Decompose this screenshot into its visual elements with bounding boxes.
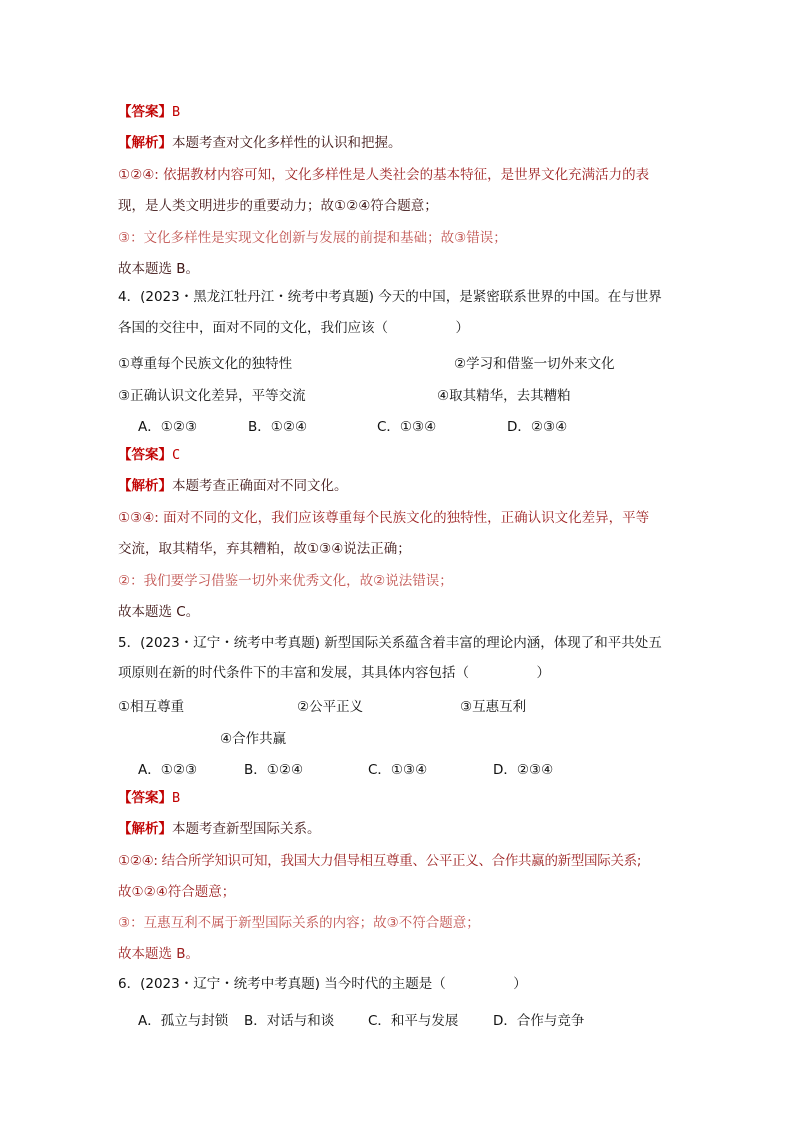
- q4-item-2: ②学习和借鉴一切外来文化: [454, 356, 615, 372]
- analysis-label: 【解析】: [118, 135, 172, 151]
- q5-option-a: A．①②③: [138, 762, 198, 778]
- q3-analysis-2: 现，是人类文明进步的重要动力；故①②④符合题意；: [118, 198, 438, 214]
- q3-analysis-line: [118, 134, 402, 152]
- q5-item-2: ②公平正义: [297, 699, 364, 715]
- q5-option-d: D．②③④: [493, 762, 554, 778]
- q4-item-1: ①尊重每个民族文化的独特性: [118, 356, 293, 372]
- q6-option-a: A．孤立与封锁: [138, 1013, 229, 1029]
- q4-stem-2: 各国的交往中，面对不同的文化，我们应该（ ）: [118, 320, 469, 336]
- q4-item-4: ④取其精华，去其糟粕: [437, 388, 571, 404]
- q5-analysis-2: 故①②④符合题意；: [118, 884, 236, 900]
- q4-option-c: C．①③④: [377, 419, 437, 435]
- q4-analysis-2: 交流，取其精华，弃其糟粕，故①③④说法正确；: [118, 541, 411, 557]
- analysis-label: 【解析】: [118, 821, 172, 837]
- q4-stem-1: 4．(2023・黑龙江牡丹江・统考中考真题) 今天的中国，是紧密联系世界的中国。在与世界: [118, 289, 662, 305]
- q5-conclusion: 故本题选 B。: [118, 946, 200, 962]
- q3-answer: B: [172, 104, 181, 120]
- q5-analysis-intro: 本题考查新型国际关系。: [172, 821, 321, 837]
- q4-analysis-3: ②：我们要学习借鉴一切外来优秀文化，故②说法错误；: [118, 573, 453, 589]
- q4-conclusion: 故本题选 C。: [118, 604, 200, 620]
- q3-answer-line: [118, 103, 180, 121]
- q5-item-3: ③互惠互利: [460, 699, 527, 715]
- q3-analysis-3: ③：文化多样性是实现文化创新与发展的前提和基础；故③错误；: [118, 230, 507, 246]
- q6-option-c: C．和平与发展: [368, 1013, 459, 1029]
- q4-option-b: B．①②④: [248, 419, 308, 435]
- q5-analysis-line: [118, 820, 321, 838]
- q5-item-4: ④合作共赢: [220, 731, 287, 747]
- q4-answer: C: [172, 447, 181, 463]
- answer-label: 【答案】: [118, 447, 172, 463]
- analysis-label: 【解析】: [118, 478, 172, 494]
- q5-stem-1: 5．(2023・辽宁・统考中考真题) 新型国际关系蕴含着丰富的理论内涵，体现了和平共处五: [118, 635, 662, 651]
- q5-option-b: B．①②④: [244, 762, 304, 778]
- q4-analysis-line: [118, 477, 348, 495]
- q4-answer-line: [118, 446, 180, 464]
- q4-item-3: ③正确认识文化差异，平等交流: [118, 388, 306, 404]
- q4-analysis-1: ①③④: 面对不同的文化，我们应该尊重每个民族文化的独特性，正确认识文化差异，平等: [118, 510, 650, 526]
- q4-option-d: D．②③④: [507, 419, 568, 435]
- q5-answer: B: [172, 790, 181, 806]
- q3-analysis-1: ①②④: 依据教材内容可知，文化多样性是人类社会的基本特征，是世界文化充满活力的表: [118, 167, 650, 183]
- q6-option-d: D．合作与竞争: [493, 1013, 585, 1029]
- q3-analysis-intro: 本题考查对文化多样性的认识和把握。: [172, 135, 402, 151]
- q3-conclusion: 故本题选 B。: [118, 261, 200, 277]
- q4-option-a: A．①②③: [138, 419, 198, 435]
- q5-answer-line: [118, 789, 180, 807]
- q6-stem: 6．(2023・辽宁・统考中考真题) 当今时代的主题是（ ）: [118, 976, 527, 992]
- q5-option-c: C．①③④: [368, 762, 428, 778]
- q5-analysis-3: ③：互惠互利不属于新型国际关系的内容；故③不符合题意；: [118, 915, 480, 931]
- answer-label: 【答案】: [118, 104, 172, 120]
- q6-option-b: B．对话与和谈: [244, 1013, 335, 1029]
- answer-label: 【答案】: [118, 790, 172, 806]
- q5-stem-2: 项原则在新的时代条件下的丰富和发展，其具体内容包括（ ）: [118, 665, 550, 681]
- q5-analysis-1: ①②④: 结合所学知识可知，我国大力倡导相互尊重、公平正义、合作共赢的新型国际关系;: [118, 853, 642, 869]
- q5-item-1: ①相互尊重: [118, 699, 185, 715]
- q4-analysis-intro: 本题考查正确面对不同文化。: [172, 478, 348, 494]
